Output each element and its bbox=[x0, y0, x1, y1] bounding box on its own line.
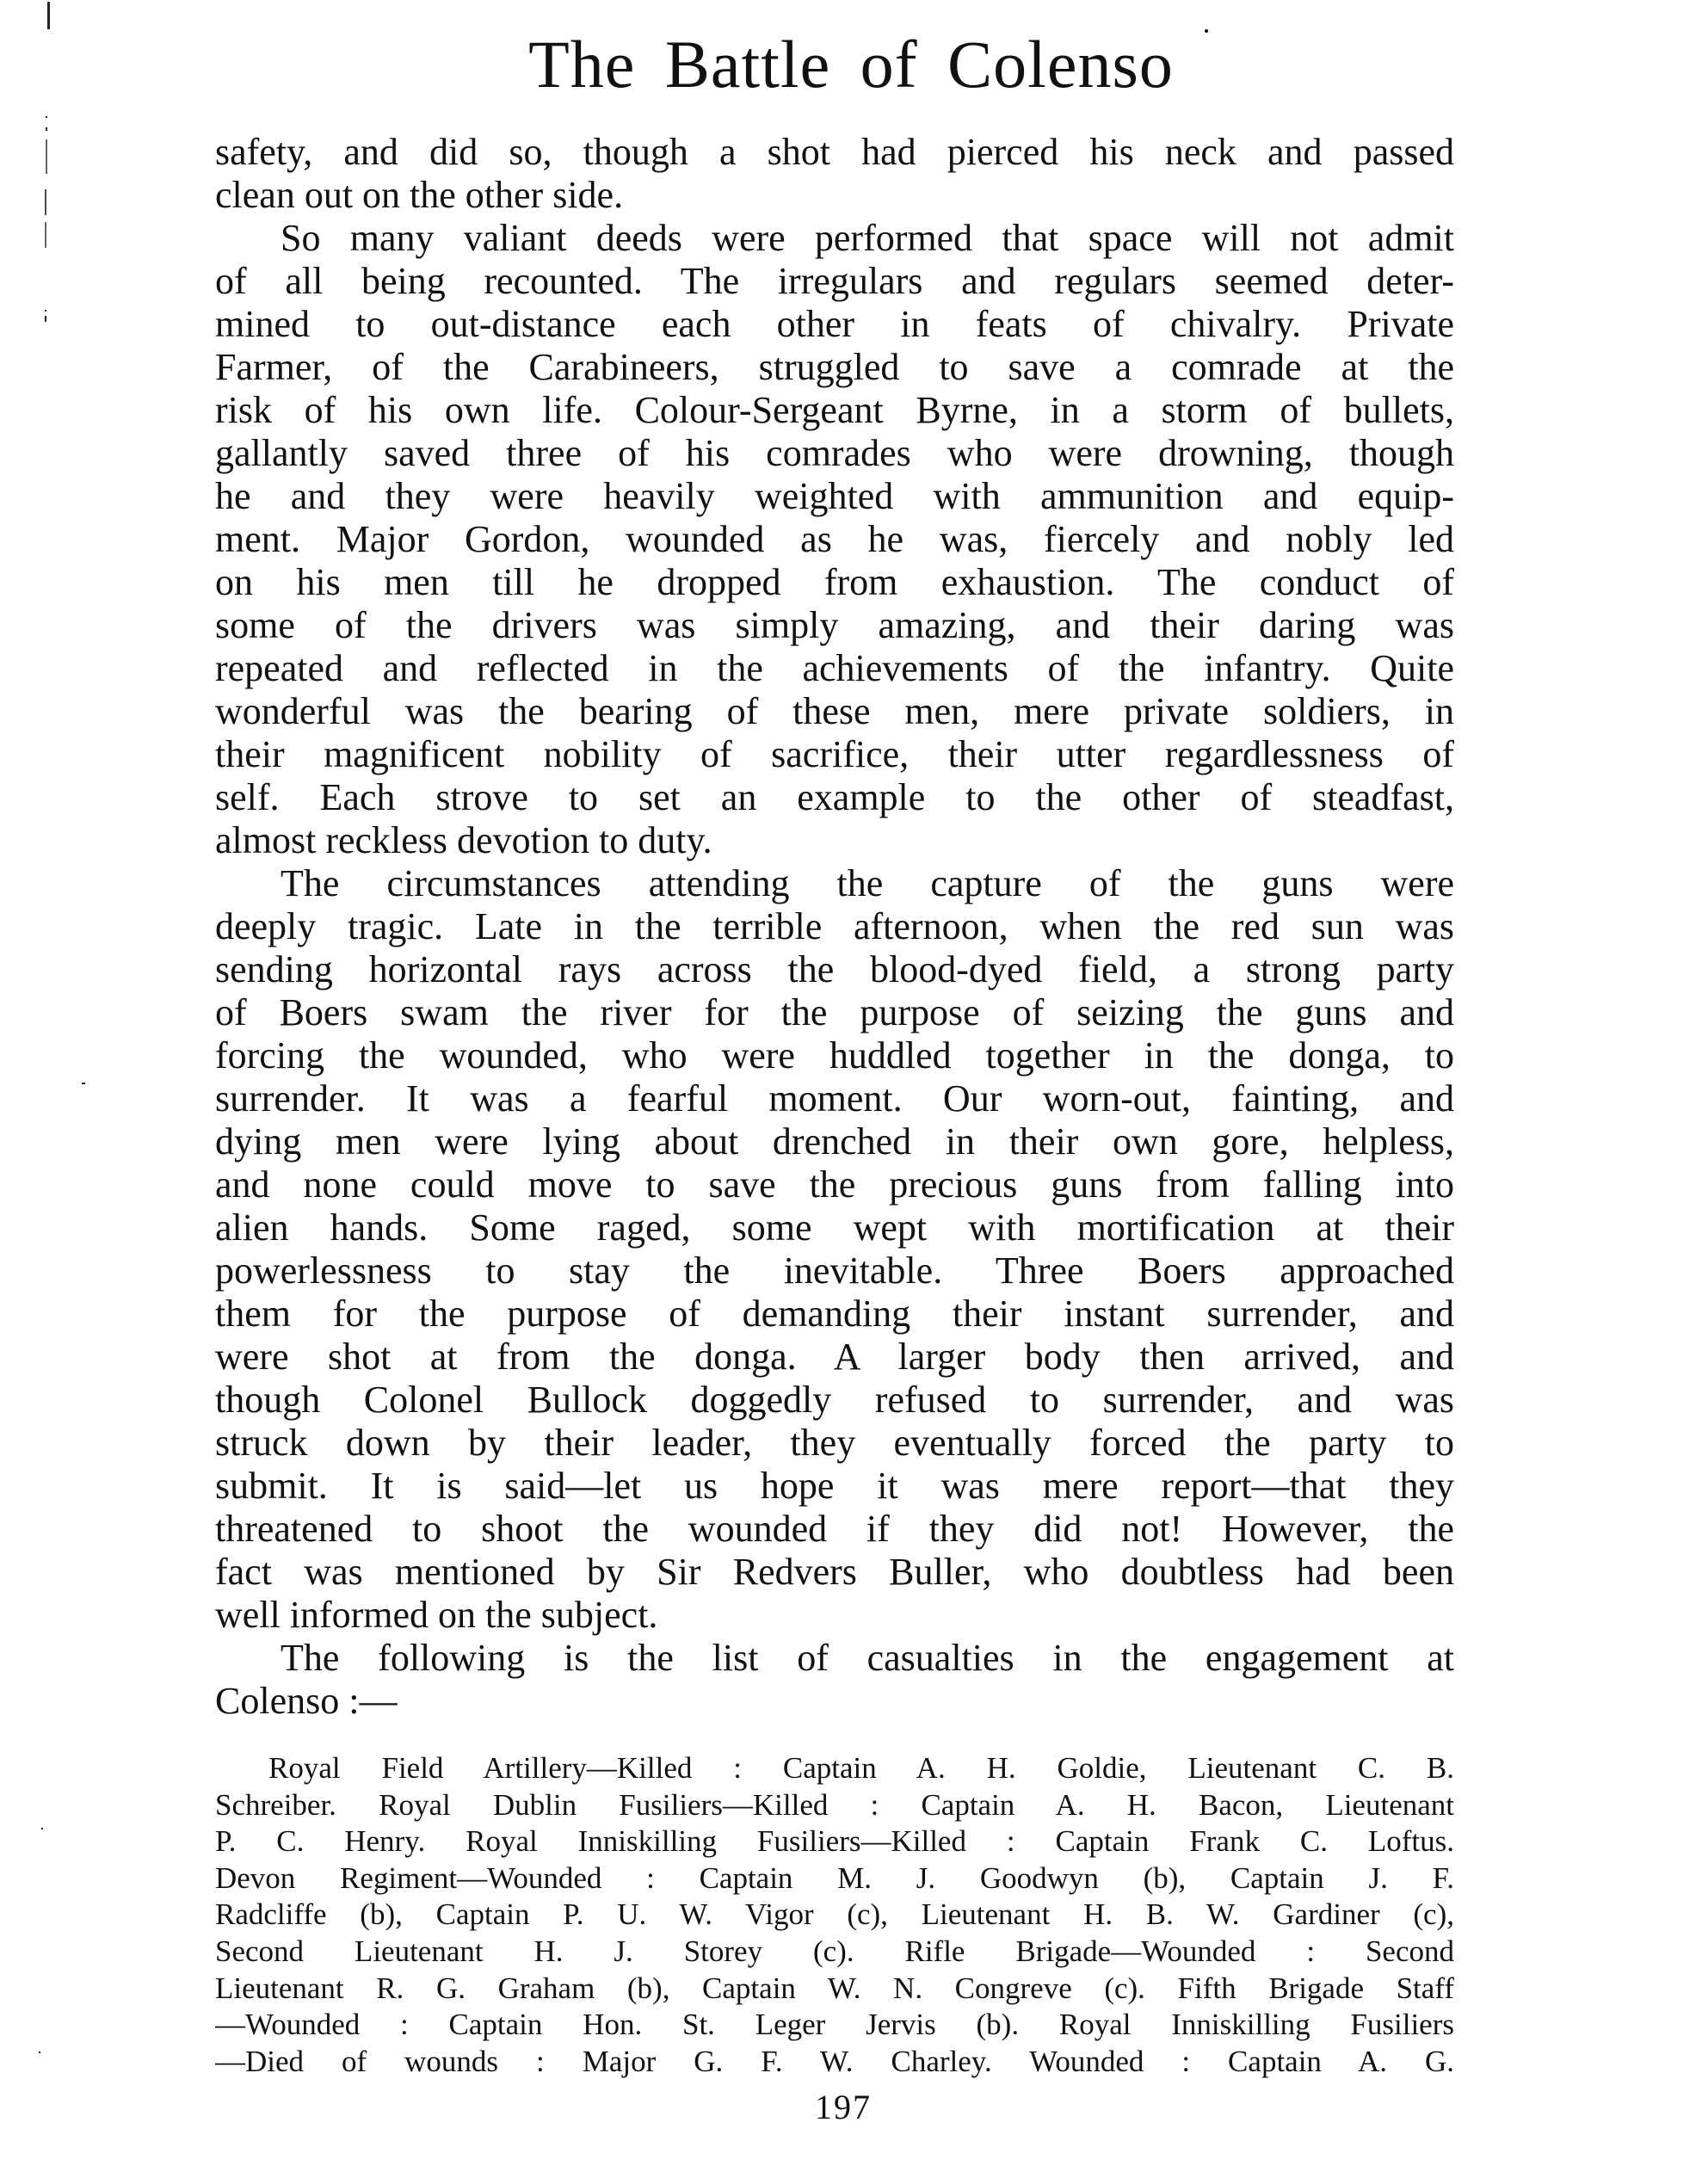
text-line: gallantly saved three of his comrades who were drowning, though bbox=[215, 432, 1454, 474]
text-line: mined to out-distance each other in feats of chivalry. Private bbox=[215, 303, 1454, 345]
text-line: and none could move to save the precious guns from falling into bbox=[215, 1163, 1454, 1206]
text-line: almost reckless devotion to duty. bbox=[215, 819, 712, 861]
paragraph bbox=[215, 131, 1454, 217]
text-line: some of the drivers was simply amazing, and their daring was bbox=[215, 604, 1454, 646]
casualty-line: P. C. Henry. Royal Inniskilling Fusiliers—Killed : Captain Frank C. Loftus. bbox=[215, 1824, 1454, 1859]
text-line: on his men till he dropped from exhaustion. The conduct of bbox=[215, 561, 1454, 603]
scan-mark bbox=[45, 316, 46, 322]
paragraph bbox=[215, 1637, 1454, 1723]
text-line: of all being recounted. The irregulars and regulars seemed deter- bbox=[215, 260, 1454, 302]
text-line: threatened to shoot the wounded if they did not! However, the bbox=[215, 1508, 1454, 1550]
scan-mark bbox=[45, 310, 46, 312]
casualty-line: Lieutenant R. G. Graham (b), Captain W. N. Congreve (c). Fifth Brigade Staff bbox=[215, 1971, 1454, 2005]
text-line: deeply tragic. Late in the terrible afternoon, when the red sun was bbox=[215, 905, 1454, 947]
casualty-line: Devon Regiment—Wounded : Captain M. J. Goodwyn (b), Captain J. F. bbox=[215, 1860, 1454, 1895]
text-line: powerlessness to stay the inevitable. Three Boers approached bbox=[215, 1249, 1454, 1292]
text-line: repeated and reflected in the achievements of the infantry. Quite bbox=[215, 647, 1454, 689]
scan-mark bbox=[41, 1828, 43, 1829]
text-line: surrender. It was a fearful moment. Our worn-out, fainting, and bbox=[215, 1077, 1454, 1120]
text-line: Colenso :— bbox=[215, 1680, 398, 1722]
casualty-list bbox=[215, 1750, 1454, 2080]
text-line: their magnificent nobility of sacrifice, their utter regardlessness of bbox=[215, 733, 1454, 775]
casualty-line: —Wounded : Captain Hon. St. Leger Jervis (b). Royal Inniskilling Fusiliers bbox=[215, 2008, 1454, 2042]
casualty-line: Radcliffe (b), Captain P. U. W. Vigor (c), Lieutenant H. B. W. Gardiner (c), bbox=[215, 1897, 1454, 1932]
scan-mark bbox=[46, 127, 47, 131]
text-line: wonderful was the bearing of these men, mere private soldiers, in bbox=[215, 690, 1454, 732]
text-line: them for the purpose of demanding their instant surrender, and bbox=[215, 1293, 1454, 1335]
scan-mark bbox=[46, 139, 47, 174]
text-line: struck down by their leader, they eventually forced the party to bbox=[215, 1422, 1454, 1464]
text-line: of Boers swam the river for the purpose of seizing the guns and bbox=[215, 991, 1454, 1033]
text-line: though Colonel Bullock doggedly refused to surrender, and was bbox=[215, 1379, 1454, 1421]
casualty-line: —Died of wounds : Major G. F. W. Charley. Wounded : Captain A. G. bbox=[215, 2044, 1454, 2078]
casualty-line: Royal Field Artillery—Killed : Captain A. H. Goldie, Lieutenant C. B. bbox=[268, 1751, 1454, 1785]
text-line: clean out on the other side. bbox=[215, 174, 624, 216]
text-line: were shot at from the donga. A larger body then arrived, and bbox=[215, 1336, 1454, 1378]
text-line: dying men were lying about drenched in their own gore, helpless, bbox=[215, 1120, 1454, 1163]
scan-mark bbox=[45, 222, 46, 248]
text-line: The circumstances attending the capture of the guns were bbox=[281, 862, 1454, 904]
text-line: self. Each strove to set an example to the other of steadfast, bbox=[215, 776, 1454, 818]
paragraph bbox=[215, 862, 1454, 1637]
scan-mark bbox=[39, 2051, 40, 2053]
text-line: Farmer, of the Carabineers, struggled to save a comrade at the bbox=[215, 346, 1454, 388]
text-line: So many valiant deeds were performed that space will not admit bbox=[281, 217, 1454, 259]
text-line: The following is the list of casualties in the engagement at bbox=[281, 1637, 1454, 1679]
text-line: risk of his own life. Colour-Sergeant Byrne, in a storm of bullets, bbox=[215, 389, 1454, 431]
text-line: forcing the wounded, who were huddled together in the donga, to bbox=[215, 1034, 1454, 1077]
text-line: ment. Major Gordon, wounded as he was, fiercely and nobly led bbox=[215, 518, 1454, 560]
text-line: fact was mentioned by Sir Redvers Buller, who doubtless had been bbox=[215, 1551, 1454, 1593]
text-line: sending horizontal rays across the blood-dyed field, a strong party bbox=[215, 948, 1454, 990]
scan-mark bbox=[82, 1083, 85, 1084]
text-line: safety, and did so, though a shot had pierced his neck and passed bbox=[215, 131, 1454, 173]
scan-dot bbox=[1205, 29, 1208, 33]
running-title: The Battle of Colenso bbox=[528, 27, 1174, 102]
scan-mark bbox=[45, 189, 46, 215]
casualty-line: Second Lieutenant H. J. Storey (c). Rifle Brigade—Wounded : Second bbox=[215, 1934, 1454, 1968]
text-line: submit. It is said—let us hope it was mere report—that they bbox=[215, 1465, 1454, 1507]
text-line: alien hands. Some raged, some wept with mortification at their bbox=[215, 1206, 1454, 1249]
scan-mark bbox=[46, 116, 47, 118]
page-number: 197 bbox=[815, 2088, 872, 2126]
body-text bbox=[215, 131, 1454, 1723]
paragraph bbox=[215, 217, 1454, 862]
text-line: well informed on the subject. bbox=[215, 1594, 658, 1636]
text-line: he and they were heavily weighted with ammunition and equip- bbox=[215, 475, 1454, 517]
casualty-line: Schreiber. Royal Dublin Fusiliers—Killed : Captain A. H. Bacon, Lieutenant bbox=[215, 1787, 1454, 1822]
